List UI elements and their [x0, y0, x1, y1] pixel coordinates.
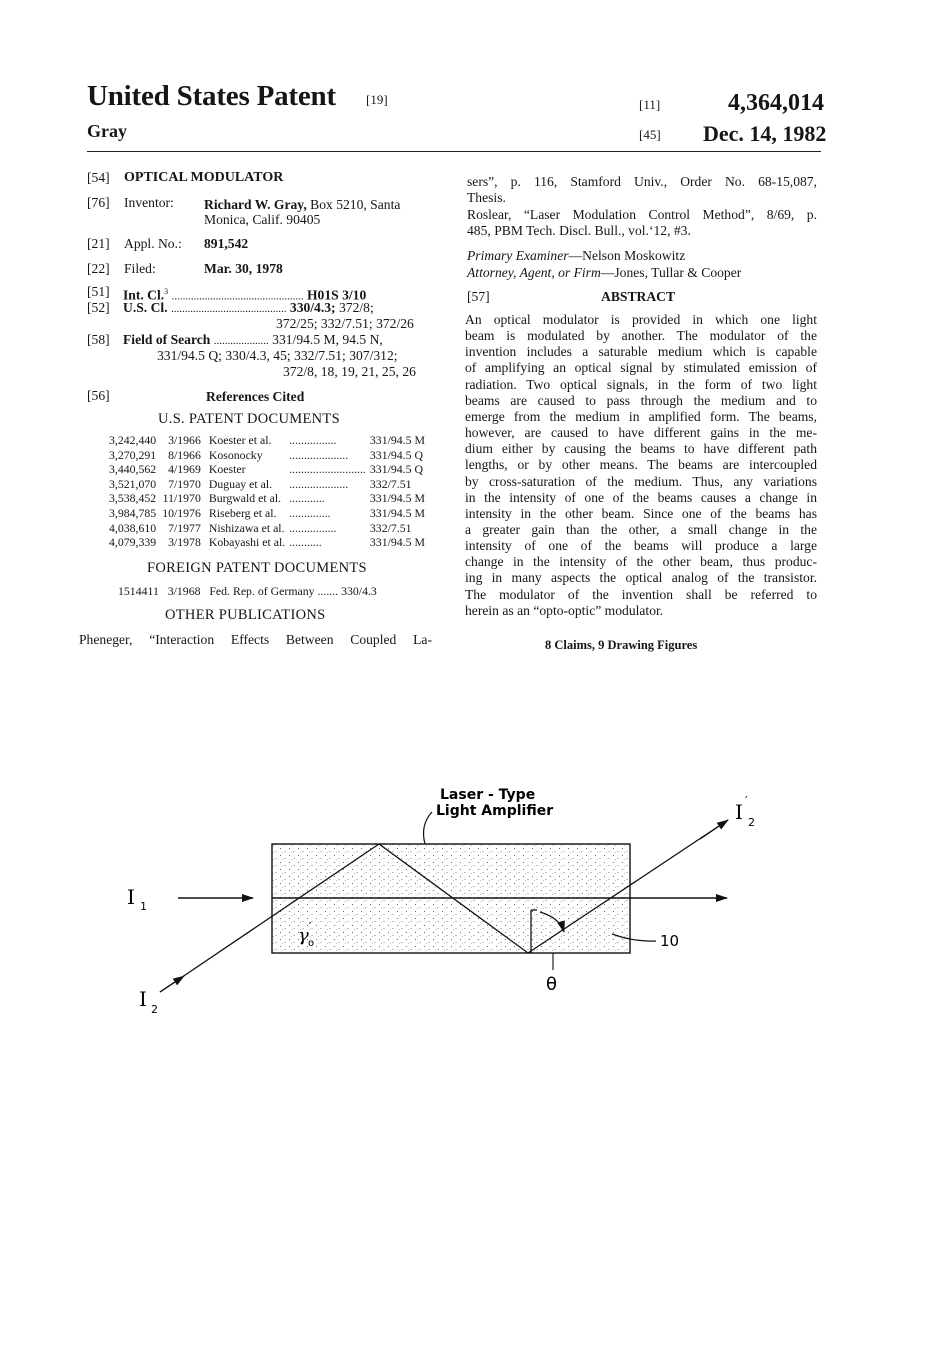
reference-number-10: 10	[660, 932, 680, 950]
other-pub-line-1: Pheneger, “Interaction Effects Between Coupled La-	[79, 632, 432, 647]
foreign-patent-country: Fed. Rep. of Germany	[209, 584, 315, 598]
gamma-label: γ	[298, 925, 309, 946]
us-patent-inventor: Koester et al.	[208, 433, 272, 447]
foreign-patents-heading: FOREIGN PATENT DOCUMENTS	[147, 560, 367, 576]
abstract-line: change in the intensity of the other beam, thus produc-	[465, 554, 817, 570]
us-patent-row	[109, 491, 425, 506]
filed-code-22: [22]	[87, 261, 110, 276]
abstract-line: beams are caused to pass through the medium and to	[465, 392, 817, 408]
us-patent-class: 331/94.5 M	[369, 505, 425, 520]
inventor-address-1: Box 5210, Santa	[310, 197, 401, 212]
us-patent-class: 331/94.5 M	[369, 491, 425, 506]
appl-label: Appl. No.:	[124, 236, 182, 251]
us-patent-class: 331/94.5 M	[369, 433, 425, 447]
patent-date: Dec. 14, 1982	[703, 121, 827, 146]
abstract-line: beam is modulated by another. The modulator of the	[465, 328, 817, 344]
us-patent-row	[109, 433, 425, 448]
patent-number: 4,364,014	[728, 90, 824, 116]
primary-examiner	[467, 248, 685, 264]
us-patent-number: 3,538,452	[109, 491, 157, 506]
abstract-line: intensity of one of the beams will produce a large	[465, 538, 817, 554]
us-patent-dots: ....................	[289, 447, 349, 462]
uscl-dots: ..........................................	[170, 303, 287, 315]
us-patent-date: 10/1976	[162, 505, 201, 520]
inventor-line1	[204, 197, 400, 213]
search-value-3: 372/8, 18, 19, 21, 25, 26	[283, 364, 416, 379]
us-patent-inventor: Koester	[208, 462, 246, 477]
abstract-line: ing in many aspects the optical analog of the transistor.	[465, 570, 817, 586]
us-patent-inventor: Nishizawa et al.	[208, 520, 285, 535]
us-patent-number: 3,270,291	[109, 447, 157, 462]
abstract-line: radiation. Two optical signals, in the form of two light	[465, 376, 817, 392]
us-patent-inventor: Kosonocky	[208, 447, 263, 462]
appl-code-21: [21]	[87, 236, 110, 251]
us-patent-row	[109, 535, 425, 550]
us-patent-class: 332/7.51	[369, 520, 412, 535]
intcl-value: H01S 3/10	[306, 287, 367, 303]
us-patent-row	[109, 448, 425, 463]
abstract-line: intensity in the other beam. Since one of the beams has	[465, 505, 817, 521]
attorney-label: Attorney, Agent, or Firm	[467, 265, 601, 280]
abstract-line: An optical modulator is provided in which one light	[465, 312, 817, 327]
patent-number-code: [11]	[639, 97, 661, 112]
abstract-line: invention includes a saturable medium which is capable	[465, 344, 817, 360]
i2-out-subscript: 2	[748, 816, 755, 829]
abstract-line: a greater gain than the other, a small change in the	[465, 521, 817, 537]
theta-label: θ	[546, 974, 558, 995]
abstract-line: The modulator of the invention shall be referred to	[465, 586, 817, 602]
abstract-code-57: [57]	[467, 289, 490, 304]
us-patent-row	[109, 521, 425, 536]
us-patent-class: 331/94.5 Q	[369, 462, 423, 477]
us-patent-dots: ..............	[289, 505, 331, 520]
search-dots: ....................	[213, 335, 269, 347]
gamma-prime: ′	[309, 920, 312, 933]
us-patent-inventor: Kobayashi et al.	[208, 535, 286, 550]
gamma-subscript: o	[308, 938, 315, 949]
uscl-line	[123, 300, 374, 317]
i1-subscript: 1	[140, 900, 147, 913]
us-patent-dots: ....................	[289, 476, 349, 491]
us-patent-inventor: Duguay et al.	[208, 476, 273, 491]
foreign-patent-date: 3/1968	[167, 584, 201, 598]
us-patent-inventor: Riseberg et al.	[208, 505, 277, 520]
foreign-patent-dots: .......	[317, 584, 339, 598]
uscl-code-52: [52]	[87, 300, 110, 315]
inventor-surname: Gray	[87, 121, 127, 141]
us-patent-date: 7/1970	[168, 476, 201, 491]
refs-heading: References Cited	[206, 389, 305, 404]
refs-code-56: [56]	[87, 388, 110, 403]
uscl-label: U.S. Cl.	[123, 300, 168, 315]
patent-date-code: [45]	[639, 127, 661, 142]
us-patent-dots: ................	[289, 520, 337, 535]
intcl-code-51: [51]	[87, 284, 110, 299]
uscl-value-2: 372/25; 332/7.51; 372/26	[276, 316, 414, 331]
us-patent-number: 4,038,610	[109, 520, 157, 535]
appl-number: 891,542	[204, 236, 249, 251]
amplifier-label-1: Laser - Type	[440, 787, 536, 803]
inventor-label: Inventor:	[124, 195, 174, 210]
us-patent-row	[109, 462, 425, 477]
us-patent-dots: ................	[289, 433, 337, 447]
us-patent-date: 3/1978	[168, 535, 201, 550]
foreign-patent-number: 1514411	[118, 584, 159, 598]
abstract-last-line: herein as an “opto-optic” modulator.	[465, 602, 664, 618]
title-code: [19]	[366, 92, 388, 107]
uscl-value-1: 330/4.3;	[289, 300, 336, 315]
us-patent-dots: ...........	[289, 535, 322, 550]
us-patent-number: 3,521,070	[109, 476, 157, 491]
uscl-value-1b: 372/8;	[338, 300, 374, 315]
inventor-address-2: Monica, Calif. 90405	[204, 212, 321, 227]
i2-label: I	[139, 987, 147, 1011]
us-patent-dots: ............	[289, 491, 325, 506]
search-label: Field of Search	[123, 332, 211, 347]
abstract-line: lengths, or by other means. The beams are intercoupled	[465, 457, 817, 473]
abstract-line: however, are caused to have different gains in the me-	[465, 425, 817, 441]
attorney-name: —Jones, Tullar & Cooper	[600, 265, 742, 280]
other-pub-line-5: 485, PBM Tech. Discl. Bull., vol.‘12, #3.	[467, 223, 691, 238]
us-patent-dots: ..........................	[289, 462, 366, 477]
intcl-label: Int. Cl.	[123, 287, 165, 303]
search-value-1: 331/94.5 M, 94.5 N,	[272, 332, 383, 347]
us-patent-number: 3,984,785	[109, 505, 157, 520]
abstract-line: by cross-saturation of the medium. Thus, any variations	[465, 473, 817, 489]
claims-summary: 8 Claims, 9 Drawing Figures	[545, 638, 698, 652]
label-leader	[424, 812, 432, 844]
header-divider	[87, 151, 821, 152]
filed-label: Filed:	[124, 261, 156, 276]
search-code-58: [58]	[87, 332, 110, 347]
inventor-code-76: [76]	[87, 195, 110, 210]
other-publications-heading: OTHER PUBLICATIONS	[165, 607, 326, 623]
amplifier-label-2: Light Amplifier	[436, 803, 554, 819]
us-patent-date: 4/1969	[168, 462, 201, 477]
invention-title: OPTICAL MODULATOR	[124, 170, 284, 185]
us-patents-heading: U.S. PATENT DOCUMENTS	[158, 411, 340, 427]
us-patent-number: 3,440,562	[109, 462, 157, 477]
us-patent-class: 331/94.5 M	[369, 535, 425, 550]
abstract-heading: ABSTRACT	[601, 289, 676, 304]
us-patent-number: 4,079,339	[109, 535, 157, 550]
i1-label: I	[127, 885, 135, 909]
search-line-1	[123, 332, 383, 349]
us-patent-row	[109, 506, 425, 521]
abstract-line: emerge from the medium in amplified form. The beams,	[465, 408, 817, 424]
optical-modulator-diagram	[0, 770, 928, 1030]
inventor-name: Richard W. Gray,	[204, 197, 307, 212]
us-patent-row	[109, 477, 425, 492]
abstract-line: dium either by causing the beams to have different path	[465, 441, 817, 457]
us-patent-class: 331/94.5 Q	[369, 447, 423, 462]
i2-out-prime: ′	[745, 794, 748, 808]
abstract-line: of amplifying an optical signal by stimulated emission of	[465, 360, 817, 376]
us-patent-date: 11/1970	[162, 491, 201, 506]
beam-i2-arrow-in	[160, 976, 184, 992]
patent-office-title: United States Patent	[87, 80, 336, 112]
beam-i2-arrow-out	[700, 820, 728, 839]
title-code-54: [54]	[87, 170, 110, 185]
us-patent-inventor: Burgwald et al.	[208, 491, 282, 506]
foreign-patent-row	[118, 584, 377, 599]
us-patent-date: 8/1966	[168, 447, 201, 462]
us-patent-number: 3,242,440	[109, 433, 157, 447]
other-pub-line-4: Roslear, “Laser Modulation Control Method”, 8/69, p.	[467, 207, 817, 222]
foreign-patent-class: 330/4.3	[341, 584, 377, 598]
us-patents-table	[109, 433, 425, 550]
other-pub-line-3: Thesis.	[467, 190, 506, 205]
intcl-dots: ................................................	[171, 290, 304, 303]
search-value-2: 331/94.5 Q; 330/4.3, 45; 332/7.51; 307/312;	[157, 348, 398, 363]
i2-subscript: 2	[151, 1003, 158, 1016]
attorney	[467, 265, 741, 281]
filed-date: Mar. 30, 1978	[204, 261, 283, 276]
abstract-line: in the intensity of one of the beams causes a change in	[465, 489, 817, 505]
other-pub-line-2: sers”, p. 116, Stamford Univ., Order No. 68-15,087,	[467, 174, 817, 189]
primary-examiner-label: Primary Examiner	[467, 248, 569, 263]
intcl-sup: 3	[164, 287, 169, 296]
us-patent-date: 3/1966	[168, 433, 201, 447]
i2-out-label: I	[735, 800, 743, 824]
us-patent-date: 7/1977	[168, 520, 201, 535]
primary-examiner-name: —Nelson Moskowitz	[568, 248, 686, 263]
us-patent-class: 332/7.51	[369, 476, 412, 491]
